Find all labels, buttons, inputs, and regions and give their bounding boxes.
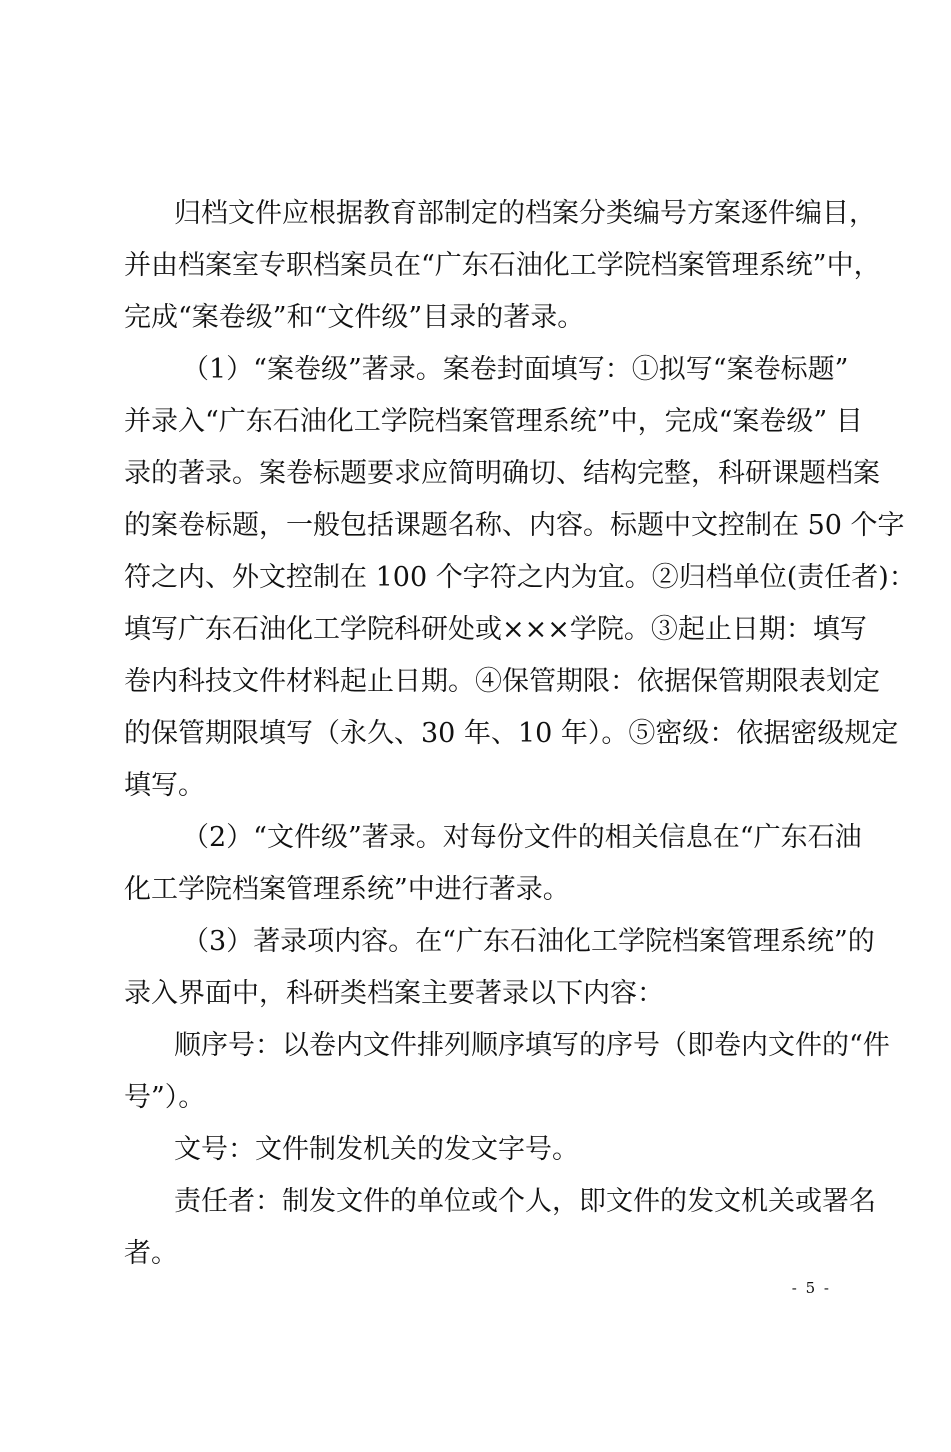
- paragraph-7-line-1: 责任者：制发文件的单位或个人，即文件的发文机关或署名: [174, 1186, 876, 1217]
- paragraph-7-line-2: 者。: [124, 1238, 178, 1269]
- paragraph-2-line-4: 的案卷标题，一般包括课题名称、内容。标题中文控制在 50 个字: [124, 510, 905, 541]
- paragraph-2-line-2: 并录入“广东石油化工学院档案管理系统”中，完成“案卷级” 目: [124, 406, 863, 437]
- paragraph-5-line-2: 号”）。: [124, 1082, 206, 1113]
- paragraph-2-line-9: 填写。: [124, 770, 205, 801]
- paragraph-4-line-1: （3）著录项内容。在“广东石油化工学院档案管理系统”的: [182, 926, 875, 957]
- paragraph-2-line-1: （1）“案卷级”著录。案卷封面填写：①拟写“案卷标题”: [182, 354, 849, 385]
- paragraph-2-line-6: 填写广东石油化工学院科研处或×××学院。③起止日期：填写: [124, 614, 867, 645]
- paragraph-1-line-1: 归档文件应根据教育部制定的档案分类编号方案逐件编目，: [174, 198, 876, 229]
- paragraph-5-line-1: 顺序号：以卷内文件排列顺序填写的序号（即卷内文件的“件: [174, 1030, 890, 1061]
- paragraph-3-line-1: （2）“文件级”著录。对每份文件的相关信息在“广东石油: [182, 822, 862, 853]
- paragraph-1-line-2: 并由档案室专职档案员在“广东石油化工学院档案管理系统”中，: [124, 250, 881, 281]
- paragraph-6-line-1: 文号：文件制发机关的发文字号。: [174, 1134, 579, 1165]
- paragraph-2-line-8: 的保管期限填写（永久、30 年、10 年）。⑤密级：依据密级规定: [124, 718, 899, 749]
- paragraph-2-line-5: 符之内、外文控制在 100 个字符之内为宜。②归档单位(责任者)：: [124, 562, 916, 593]
- paragraph-4-line-2: 录入界面中，科研类档案主要著录以下内容：: [124, 978, 664, 1009]
- paragraph-3-line-2: 化工学院档案管理系统”中进行著录。: [124, 874, 570, 905]
- paragraph-2-line-7: 卷内科技文件材料起止日期。④保管期限：依据保管期限表划定: [124, 666, 880, 697]
- page-number: - 5 -: [791, 1279, 831, 1297]
- paragraph-1-line-3: 完成“案卷级”和“文件级”目录的著录。: [124, 302, 585, 333]
- paragraph-2-line-3: 录的著录。案卷标题要求应简明确切、结构完整，科研课题档案: [124, 458, 880, 489]
